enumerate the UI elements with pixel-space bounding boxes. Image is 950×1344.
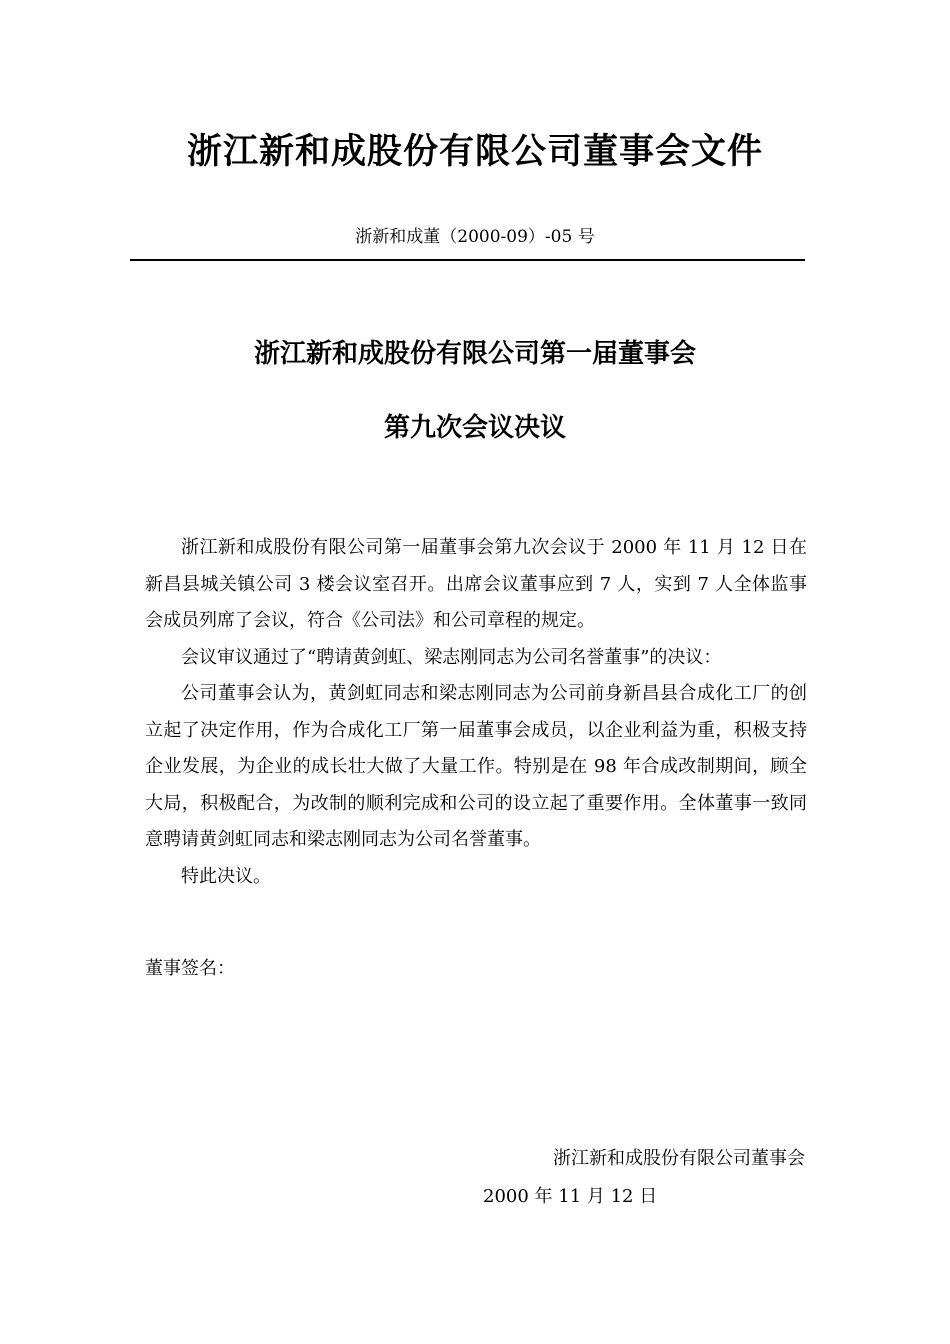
resolution-body bbox=[145, 530, 807, 895]
director-signature-label: 董事签名： bbox=[145, 958, 235, 979]
issue-date: 2000 年 11 月 12 日 bbox=[483, 1186, 658, 1207]
body-paragraph-reasons: 公司董事会认为，黄剑虹同志和梁志刚同志为公司前身新昌县合成化工厂的创立起了决定作用，作为合成化工厂第一届董事会成员，以企业利益为重，积极支持企业发展，为企业的成长壮大做了大量工作。特别是在 98 年合成改制期间，顾全大局，积极配合，为改制的顺利完成和公司的设立起了重要作用。全体董事一致同意聘请黄剑虹同志和梁志刚同志为公司名誉董事。 bbox=[145, 683, 807, 850]
header-divider bbox=[130, 259, 805, 261]
issuer-name: 浙江新和成股份有限公司董事会 bbox=[553, 1148, 805, 1169]
body-paragraph-meeting: 浙江新和成股份有限公司第一届董事会第九次会议于 2000 年 11 月 12 日在新昌县城关镇公司 3 楼会议室召开。出席会议董事应到 7 人，实到 7 人全体监事会成员列席了会议，符合《公司法》和公司章程的规定。 bbox=[145, 537, 807, 631]
resolution-title-line-1: 浙江新和成股份有限公司第一届董事会 bbox=[253, 339, 696, 369]
body-paragraph-closing: 特此决议。 bbox=[181, 865, 271, 887]
body-paragraph-approval: 会议审议通过了“聘请黄剑虹、梁志刚同志为公司名誉董事”的决议： bbox=[181, 646, 722, 668]
resolution-title-line-2: 第九次会议决议 bbox=[383, 413, 566, 443]
document-header-title: 浙江新和成股份有限公司董事会文件 bbox=[186, 132, 763, 172]
document-number: 浙新和成董（2000-09）-05 号 bbox=[355, 227, 595, 247]
